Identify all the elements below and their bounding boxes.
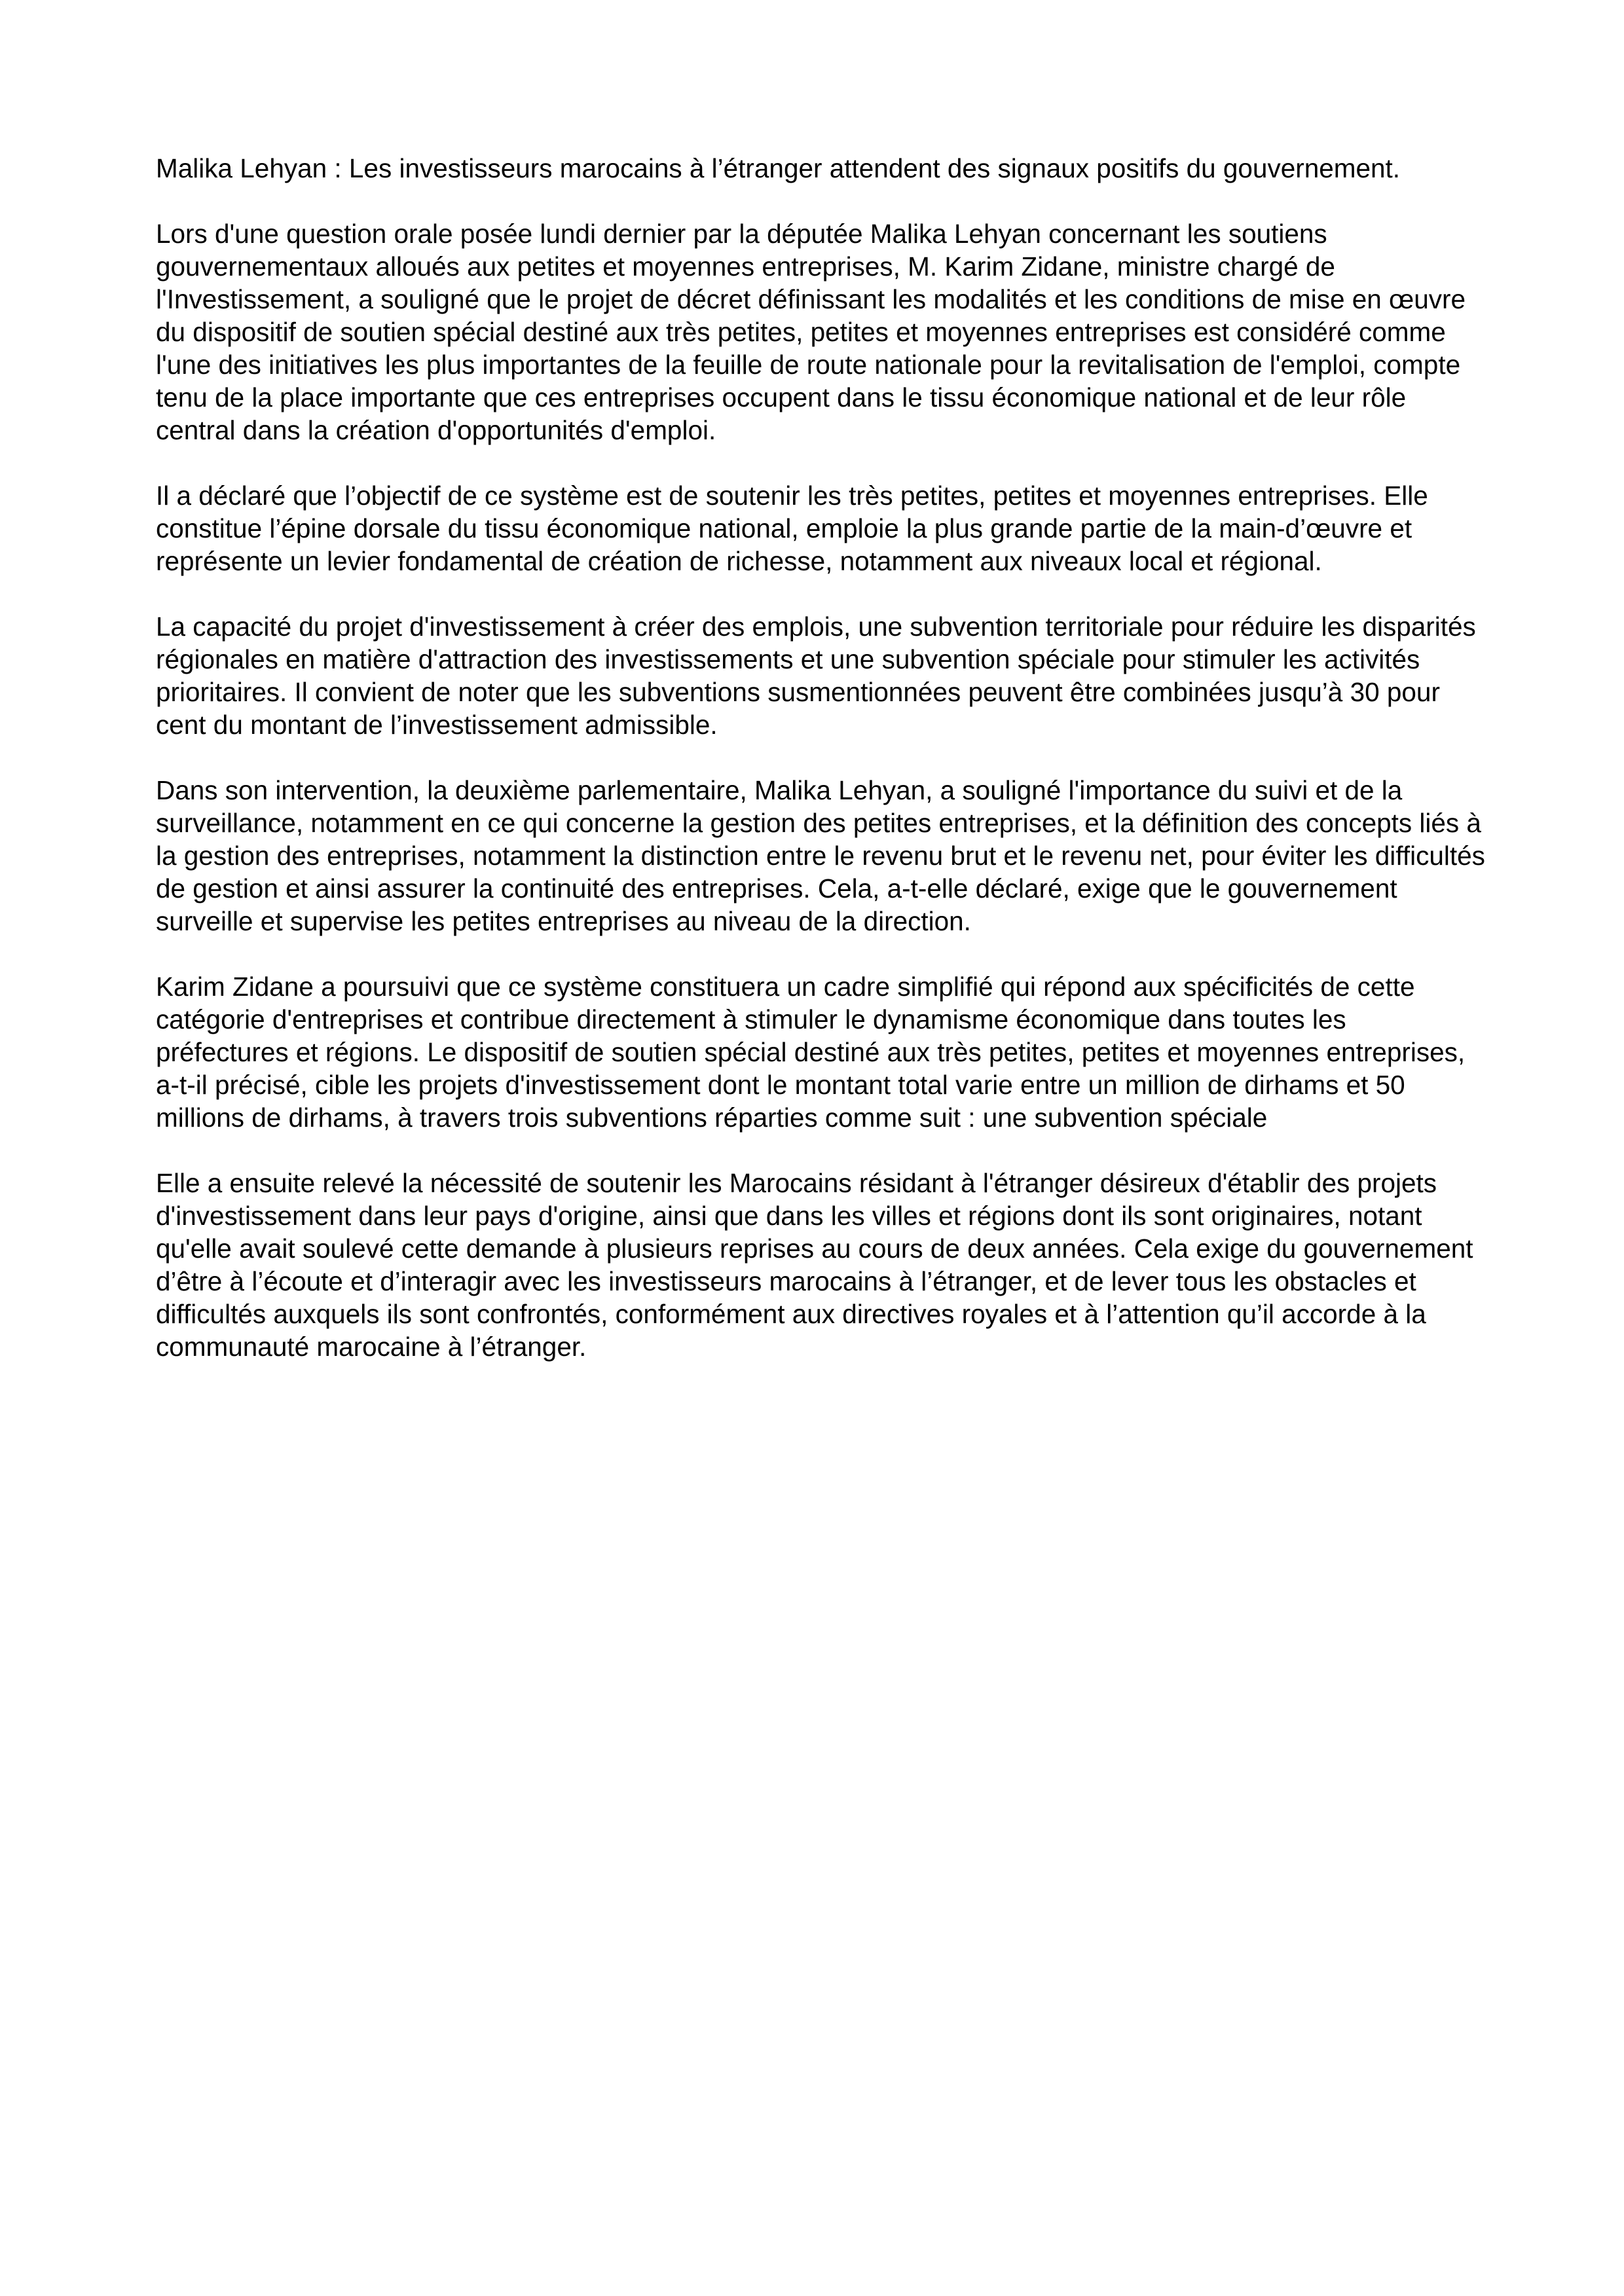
document-title: Malika Lehyan : Les investisseurs marocains à l’étranger attendent des signaux positifs du gouvernement.: [156, 153, 1401, 183]
paragraph-capacite-projet: La capacité du projet d'investissement à créer des emplois, une subvention territoriale pour réduire les disparités régionales en matière d'attraction des investissements et une subvention spéciale pour stimuler les activités prioritaires. Il convient de noter que les subventions susmentionnées peuvent être combinées jusqu’à 30 pour cent du montant de l’investissement admissible.: [156, 611, 1476, 740]
paragraph-intervention-parlementaire: Dans son intervention, la deuxième parlementaire, Malika Lehyan, a souligné l'importance du suivi et de la surveillance, notamment en ce qui concerne la gestion des petites entreprises, et la définition des concepts liés à la gestion des entreprises, notamment la distinction entre le revenu brut et le revenu net, pour éviter les difficultés de gestion et ainsi assurer la continuité des entreprises. Cela, a-t-elle déclaré, exige que le gouvernement surveille et supervise les petites entreprises au niveau de la direction.: [156, 775, 1485, 936]
paragraph-cadre-simplifie: Karim Zidane a poursuivi que ce système constituera un cadre simplifié qui répond aux spécificités de cette catégorie d'entreprises et contribue directement à stimuler le dynamisme économique dans toutes les préfectures et régions. Le dispositif de soutien spécial destiné aux très petites, petites et moyennes entreprises, a-t-il précisé, cible les projets d'investissement dont le montant total varie entre un million de dirhams et 50 millions de dirhams, à travers trois subventions réparties comme suit : une subvention spéciale: [156, 972, 1466, 1133]
paragraph-objectif-systeme: Il a déclaré que l’objectif de ce système est de soutenir les très petites, petites et moyennes entreprises. Elle constitue l’épine dorsale du tissu économique national, emploie la plus grande partie de la main-d’œuvre et représente un levier fondamental de création de richesse, notamment aux niveaux local et régional.: [156, 481, 1428, 576]
paragraph-marocains-etranger: Elle a ensuite relevé la nécessité de soutenir les Marocains résidant à l'étranger désireux d'établir des projets d'investissement dans leur pays d'origine, ainsi que dans les villes et régions dont ils sont originaires, notant qu'elle avait soulevé cette demande à plusieurs reprises au cours de deux années. Cela exige du gouvernement d’être à l’écoute et d’interagir avec les investisseurs marocains à l’étranger, et de lever tous les obstacles et difficultés auxquels ils sont confrontés, conformément aux directives royales et à l’attention qu’il accorde à la communauté marocaine à l’étranger.: [156, 1168, 1473, 1362]
paragraph-ministre-investissement: Lors d'une question orale posée lundi dernier par la députée Malika Lehyan concernant les soutiens gouvernementaux alloués aux petites et moyennes entreprises, M. Karim Zidane, ministre chargé de l'Investissement, a souligné que le projet de décret définissant les modalités et les conditions de mise en œuvre du dispositif de soutien spécial destiné aux très petites, petites et moyennes entreprises est considéré comme l'une des initiatives les plus importantes de la feuille de route nationale pour la revitalisation de l'emploi, compte tenu de la place importante que ces entreprises occupent dans le tissu économique national et de leur rôle central dans la création d'opportunités d'emploi.: [156, 219, 1466, 445]
document-body: [156, 152, 1485, 1363]
